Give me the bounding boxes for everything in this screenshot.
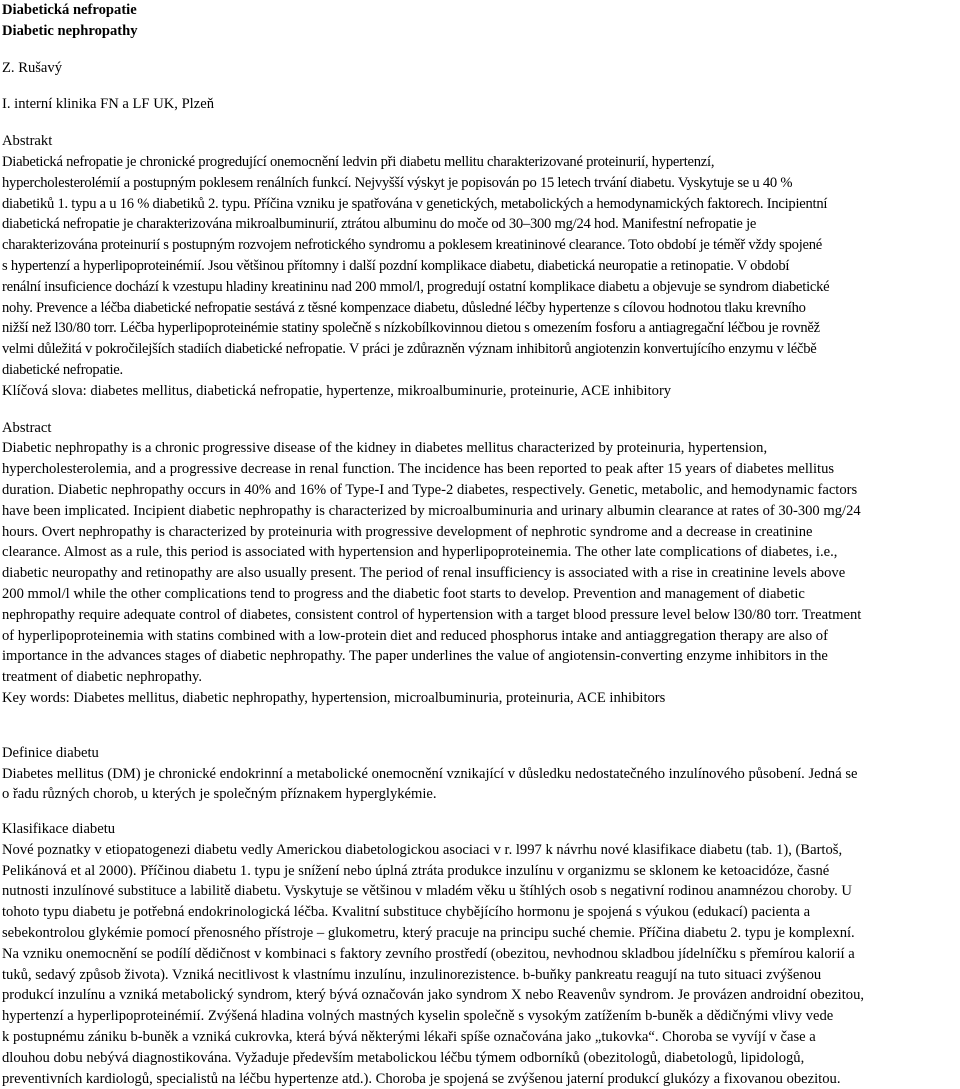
klasifikace-line: nutnosti inzulínové substituce a labilitě diabetu. Vyskytuje se většinou v mladém věku u štíhlých osob s negativní rodinou anamnézou choroby. U (2, 883, 852, 900)
abstract-en-line: importance in the advances stages of diabetic nephropathy. The paper underlines the value of angiotensin-converting enzyme inhibitors in the (2, 648, 828, 665)
abstract-en-line: hours. Overt nephropathy is characterized by proteinuria with progressive development of nephrotic syndrome and a decrease in creatinine (2, 523, 813, 540)
klasifikace-heading: Klasifikace diabetu (2, 821, 116, 838)
definice-line: Diabetes mellitus (DM) je chronické endokrinní a metabolické onemocnění vznikající v důsledku nedostatečného inzulínového působení. Jedná se (2, 765, 858, 782)
affiliation: I. interní klinika FN a LF UK, Plzeň (2, 96, 214, 113)
klasifikace-line: tohoto typu diabetu je potřebná endokrinologická léčba. Kvalitní substituce chybějícího hormonu je spojená s výukou (edukací) pacienta a (2, 904, 811, 921)
abstract-cz-line: Diabetická nefropatie je chronické progredující onemocnění ledvin při diabetu mellitu charakterizované proteinurií, hypertenzí, (2, 153, 715, 170)
klasifikace-body (2, 840, 958, 1089)
abstract-en-line: have been implicated. Incipient diabetic nephropathy is characterized by microalbuminuria and urinary albumin clearance at rates of 30-300 mg/24 (2, 502, 861, 519)
klasifikace-line: Nové poznatky v etiopatogenezi diabetu vedly Americkou diabetologickou asociaci v r. l997 k návrhu nové klasifikace diabetu (tab. 1), (Bartoš, (2, 841, 843, 858)
klasifikace-line: hypertenzí a hyperlipoproteinémií. Zvýšená hladina volných mastných kyselin společně s vysokým zatížením b-buněk a dědičnými vlivy vede (2, 1008, 834, 1025)
definice-heading: Definice diabetu (2, 744, 99, 761)
abstract-en-body (2, 438, 958, 688)
spacer (2, 115, 958, 131)
abstract-en-line: 200 mmol/l while the other complications tend to progress and the diabetic foot starts to develop. Prevention and management of diabetic (2, 585, 805, 602)
spacer (2, 805, 958, 819)
klasifikace-line: k postupnému zániku b-buněk a vzniká cukrovka, která bývá některými lékaři spíše označována jako „tukovka“. Choroba se vyvíjí v čase a (2, 1029, 816, 1046)
abstract-en-line: treatment of diabetic nephropathy. (2, 669, 203, 686)
abstract-cz-line: diabetické nefropatie. (2, 361, 123, 378)
klasifikace-line: dlouhou dobu nebývá diagnostikována. Vyžaduje především metabolickou léčbu týmem odborníků (obezitologů, diabetologů, lipidologů, (2, 1049, 805, 1066)
abstract-en-line: clearance. Almost as a rule, this period is associated with hypertension and hyperlipoproteinemia. The other late complications of diabetes, i.e., (2, 544, 838, 561)
klasifikace-line: Pelikánová et al 2000). Příčinou diabetu 1. typu je snížení nebo úplná ztráta produkce inzulínu v organizmu se sklonem ke ketoacidóze, časné (2, 862, 830, 879)
abstract-cz-line: nižší než l30/80 torr. Léčba hyperlipoproteinémie statiny společně s nízkobílkovinnou dietou s omezením fosforu a antiagregační léčbou je rovněž (2, 320, 820, 337)
klasifikace-line: Na vzniku onemocnění se podílí dědičnost v kombinaci s faktory zevního prostředí (obezitou, nevhodnou skladbou jídelníčku s přemírou kalorií a (2, 945, 855, 962)
title-en: Diabetic nephropathy (2, 22, 138, 39)
abstract-en-line: of hyperlipoproteinemia with statins combined with a low-protein diet and reduced phosphorus intake and antiaggregation therapy are also of (2, 627, 828, 644)
spacer (2, 709, 958, 743)
abstract-cz-keywords: Klíčová slova: diabetes mellitus, diabetická nefropatie, hypertenze, mikroalbuminurie, proteinurie, ACE inhibitory (2, 382, 672, 399)
abstract-cz-line: s hypertenzí a hyperlipoproteinémií. Jsou většinou přítomny i další pozdní komplikace diabetu, diabetická neuropatie a retinopatie. V období (2, 257, 790, 274)
abstract-cz-line: renální insuficience dochází k vzestupu hladiny kreatininu nad 200 mmol/l, progredují ostatní komplikace diabetu a objevuje se syndrom diabetické (2, 278, 830, 295)
spacer (2, 42, 958, 58)
definice-line: o řadu různých chorob, u kterých je společným příznakem hyperglykémie. (2, 786, 437, 803)
spacer (2, 78, 958, 94)
abstract-cz-line: velmi důležitá v pokročilejších stadiích diabetické nefropatie. V práci je zdůrazněn význam inhibitorů angiotenzin konvertujícího enzymu v léčbě (2, 341, 817, 358)
abstract-en-heading: Abstract (2, 419, 52, 436)
abstract-en-line: diabetic neuropathy and retinopathy are also usually present. The period of renal insufficiency is associated with a rise in creatinine levels above (2, 565, 846, 582)
abstract-en-line: hypercholesterolemia, and a progressive decrease in renal function. The incidence has been reported to peak after 15 years of diabetes mellitus (2, 461, 835, 478)
abstract-cz-line: nohy. Prevence a léčba diabetické nefropatie sestává z těsné kompenzace diabetu, důsledné léčby hypertenze s cílovou hodnotou tlaku krevního (2, 299, 806, 316)
klasifikace-line: sebekontrolou glykémie pomocí přenosného přístroje – glukometru, který pracuje na principu suché chemie. Příčina diabetu 2. typu je komplexní. (2, 925, 855, 942)
klasifikace-line: preventivních kardiologů, specialistů na léčbu hypertenze atd.). Choroba je spojená se zvýšenou jaterní produkcí glukózy a fixovanou obezitou. (2, 1070, 841, 1087)
abstract-en-line: nephropathy require adequate control of diabetes, consistent control of hypertension with a target blood pressure level below l30/80 torr. Treatment (2, 606, 862, 623)
abstract-cz-line: charakterizována proteinurií s postupným rozvojem nefrotického syndromu a poklesem kreatininové clearance. Toto období je téměř vždy spojené (2, 237, 823, 254)
klasifikace-line: produkcí inzulínu a vzniká metabolický syndrom, který bývá označován jako syndrom X nebo Reavenův syndrom. Je provázen androidní obezitou, (2, 987, 865, 1004)
abstract-en-line: Diabetic nephropathy is a chronic progressive disease of the kidney in diabetes mellitus characterized by proteinuria, hypertension, (2, 440, 768, 457)
abstract-en-keywords: Key words: Diabetes mellitus, diabetic nephropathy, hypertension, microalbuminuria, proteinuria, ACE inhibitors (2, 689, 666, 706)
abstract-cz-body (2, 152, 958, 381)
abstract-cz-line: diabetiků 1. typu a u 16 % diabetiků 2. typu. Příčina vzniku je spatřována v genetických, metabolických a hemodynamických faktorech. Incipientní (2, 195, 828, 212)
abstract-en-line: duration. Diabetic nephropathy occurs in 40% and 16% of Type-I and Type-2 diabetes, respectively. Genetic, metabolic, and hemodynamic factors (2, 481, 858, 498)
abstract-cz-line: diabetická nefropatie je charakterizována mikroalbuminurií, ztrátou albuminu do moče od 30–300 mg/24 hod. Manifestní nefropatie je (2, 216, 757, 233)
abstract-cz-heading: Abstrakt (2, 133, 53, 150)
author: Z. Rušavý (2, 59, 62, 76)
abstract-cz-line: hypercholesterolémií a postupným poklesem renálních funkcí. Nejvyšší výskyt je popisován po 15 letech trvání diabetu. Vyskytuje se u 40 % (2, 174, 793, 191)
klasifikace-line: tuků, sedavý způsob života). Vzniká necitlivost k vlastnímu inzulínu, inzulinorezistence. b-buňky pankreatu reagují na tuto situaci zvýšenou (2, 966, 822, 983)
title-cz: Diabetická nefropatie (2, 2, 137, 18)
spacer (2, 402, 958, 418)
